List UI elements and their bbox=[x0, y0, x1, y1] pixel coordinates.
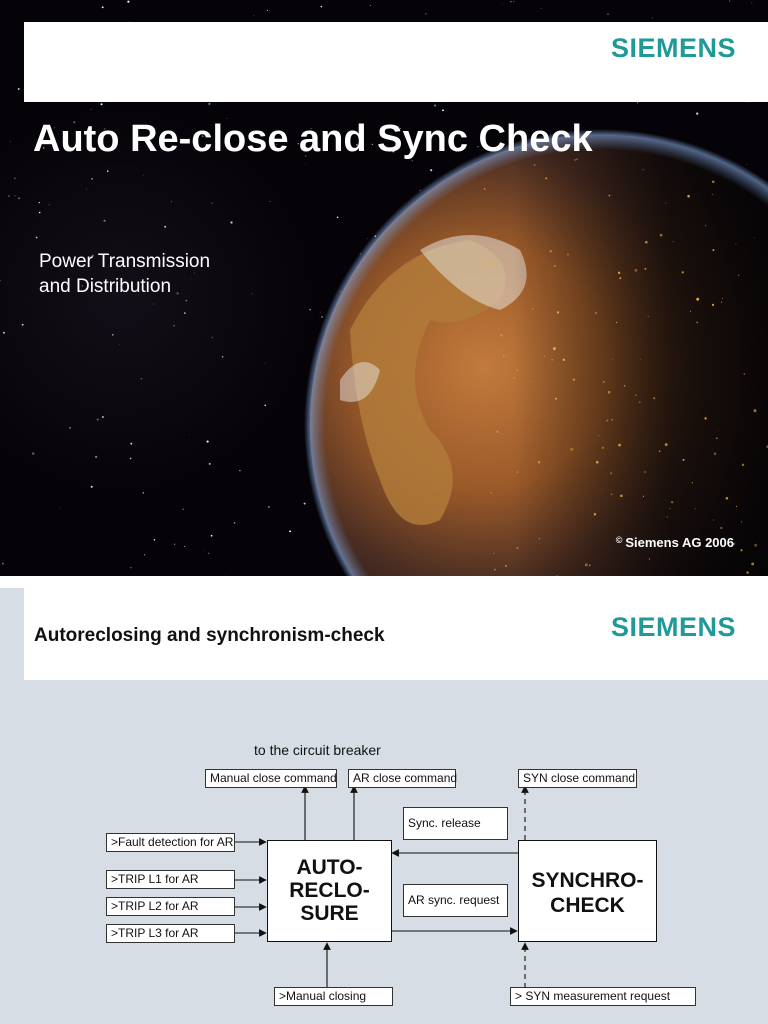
circuit-breaker-caption: to the circuit breaker bbox=[254, 742, 381, 758]
city-light bbox=[570, 448, 573, 451]
city-light bbox=[609, 195, 611, 197]
manual-close-command-label: Manual close command bbox=[205, 769, 337, 788]
city-light bbox=[712, 181, 715, 184]
city-light bbox=[716, 437, 718, 439]
city-light bbox=[544, 356, 545, 357]
city-light bbox=[643, 169, 644, 170]
diagram-slide bbox=[0, 588, 768, 1024]
copyright-text: Siemens AG 2006 bbox=[625, 535, 734, 550]
slide-title: Autoreclosing and synchronism-check bbox=[34, 625, 385, 646]
city-light bbox=[736, 506, 737, 507]
city-light bbox=[740, 549, 742, 551]
city-light bbox=[692, 482, 693, 483]
city-light bbox=[493, 553, 494, 554]
synchro-check-line-2: CHECK bbox=[550, 894, 625, 917]
city-light bbox=[545, 177, 547, 179]
synchro-check-block bbox=[518, 840, 657, 942]
city-light bbox=[485, 264, 488, 267]
city-light bbox=[744, 373, 745, 374]
city-light bbox=[616, 322, 617, 323]
city-light bbox=[665, 203, 666, 204]
city-light bbox=[612, 359, 613, 360]
city-light bbox=[610, 472, 612, 474]
city-light bbox=[712, 304, 714, 306]
city-light bbox=[735, 543, 736, 544]
city-light bbox=[635, 395, 636, 396]
slide-subtitle bbox=[39, 249, 210, 299]
city-light bbox=[726, 497, 729, 500]
city-light bbox=[704, 417, 706, 419]
city-light bbox=[754, 237, 755, 238]
city-light bbox=[720, 527, 722, 529]
synchro-check-line-1: SYNCHRO- bbox=[531, 869, 644, 892]
auto-reclosure-line-2: RECLO- bbox=[289, 879, 370, 902]
city-light bbox=[598, 435, 599, 436]
trip-l1-input: >TRIP L1 for AR bbox=[106, 870, 235, 889]
city-light bbox=[494, 376, 495, 377]
city-light bbox=[640, 359, 641, 360]
city-light bbox=[754, 544, 757, 547]
city-light bbox=[618, 272, 620, 274]
city-light bbox=[611, 494, 612, 495]
city-light bbox=[602, 447, 604, 449]
city-light bbox=[653, 397, 655, 399]
city-light bbox=[538, 461, 540, 463]
city-light bbox=[611, 419, 613, 421]
city-light bbox=[492, 264, 495, 267]
city-light bbox=[712, 194, 713, 195]
city-light bbox=[608, 391, 611, 394]
syn-close-command-label: SYN close command bbox=[518, 769, 637, 788]
city-light bbox=[639, 401, 641, 403]
city-light bbox=[695, 508, 696, 509]
city-light bbox=[738, 275, 739, 276]
city-light bbox=[589, 565, 590, 566]
city-light bbox=[718, 430, 719, 431]
slide-header-bar bbox=[24, 22, 768, 102]
city-light bbox=[606, 419, 608, 421]
city-light bbox=[620, 494, 623, 497]
city-light bbox=[555, 398, 557, 400]
city-light bbox=[669, 508, 670, 509]
city-light bbox=[490, 492, 492, 494]
ar-close-command-label: AR close command bbox=[348, 769, 456, 788]
city-light bbox=[483, 255, 486, 258]
city-light bbox=[634, 269, 637, 272]
fault-detection-input: >Fault detection for AR bbox=[106, 833, 235, 852]
city-light bbox=[517, 370, 518, 371]
city-light bbox=[532, 308, 533, 309]
city-light bbox=[505, 565, 507, 567]
block-diagram-connectors bbox=[0, 588, 768, 1024]
city-light bbox=[742, 464, 744, 466]
city-light bbox=[671, 501, 673, 503]
city-light bbox=[690, 311, 691, 312]
city-light bbox=[644, 268, 646, 270]
city-light bbox=[534, 164, 536, 166]
city-light bbox=[619, 277, 621, 279]
city-light bbox=[539, 538, 540, 539]
auto-reclosure-line-3: SURE bbox=[300, 902, 359, 925]
city-light bbox=[494, 569, 496, 571]
city-light bbox=[713, 520, 714, 521]
city-light bbox=[687, 195, 690, 198]
city-light bbox=[517, 471, 518, 472]
slide-title: Auto Re-close and Sync Check bbox=[33, 118, 593, 160]
manual-closing-input: >Manual closing bbox=[274, 987, 393, 1006]
city-light bbox=[673, 241, 674, 242]
syn-measurement-request-input: > SYN measurement request bbox=[510, 987, 696, 1006]
sync-release-label: Sync. release bbox=[403, 807, 508, 840]
trip-l2-input: >TRIP L2 for AR bbox=[106, 897, 235, 916]
city-light bbox=[645, 241, 648, 244]
subtitle-line-1: Power Transmission bbox=[39, 251, 211, 272]
city-light bbox=[741, 521, 742, 522]
city-light bbox=[643, 496, 644, 497]
city-light bbox=[659, 450, 661, 452]
copyright-symbol: © bbox=[615, 535, 623, 545]
subtitle-line-2: and Distribution bbox=[39, 276, 172, 297]
city-light bbox=[649, 559, 650, 560]
siemens-logo: SIEMENS bbox=[610, 612, 736, 642]
city-light bbox=[550, 250, 552, 252]
city-light bbox=[514, 377, 516, 379]
city-light bbox=[517, 547, 519, 549]
city-light bbox=[696, 298, 699, 301]
city-light bbox=[721, 302, 722, 303]
city-light bbox=[553, 347, 556, 350]
city-light bbox=[751, 562, 754, 565]
city-light bbox=[500, 334, 503, 337]
city-light bbox=[496, 431, 498, 433]
city-light bbox=[596, 461, 599, 464]
city-light bbox=[595, 312, 597, 314]
city-light bbox=[618, 444, 621, 447]
city-light bbox=[660, 234, 663, 237]
city-light bbox=[603, 381, 605, 383]
city-light bbox=[754, 409, 757, 412]
city-light bbox=[551, 359, 553, 361]
city-light bbox=[624, 385, 626, 387]
city-light bbox=[573, 379, 575, 381]
city-light bbox=[567, 254, 569, 256]
city-light bbox=[746, 571, 749, 574]
city-light bbox=[683, 459, 685, 461]
city-light bbox=[682, 271, 684, 273]
auto-reclosure-block bbox=[267, 840, 392, 942]
city-light bbox=[594, 513, 596, 515]
city-light bbox=[502, 300, 503, 301]
city-light bbox=[554, 265, 555, 266]
city-light bbox=[490, 292, 493, 295]
city-light bbox=[667, 516, 668, 517]
copyright-notice bbox=[616, 535, 734, 550]
city-light bbox=[585, 563, 588, 566]
trip-l3-input: >TRIP L3 for AR bbox=[106, 924, 235, 943]
city-light bbox=[529, 381, 530, 382]
city-light bbox=[484, 188, 485, 189]
ar-sync-request-label: AR sync. request bbox=[403, 884, 508, 917]
city-light bbox=[648, 316, 649, 317]
city-light bbox=[722, 298, 723, 299]
city-light bbox=[714, 452, 717, 455]
city-light bbox=[696, 322, 698, 324]
city-light bbox=[503, 355, 505, 357]
city-light bbox=[665, 443, 668, 446]
auto-reclosure-line-1: AUTO- bbox=[296, 856, 363, 879]
city-light bbox=[705, 225, 706, 226]
city-light bbox=[557, 311, 559, 313]
city-light bbox=[735, 244, 736, 245]
siemens-logo: SIEMENS bbox=[610, 33, 736, 63]
city-light bbox=[563, 359, 565, 361]
city-light bbox=[712, 249, 714, 251]
city-light bbox=[644, 471, 646, 473]
